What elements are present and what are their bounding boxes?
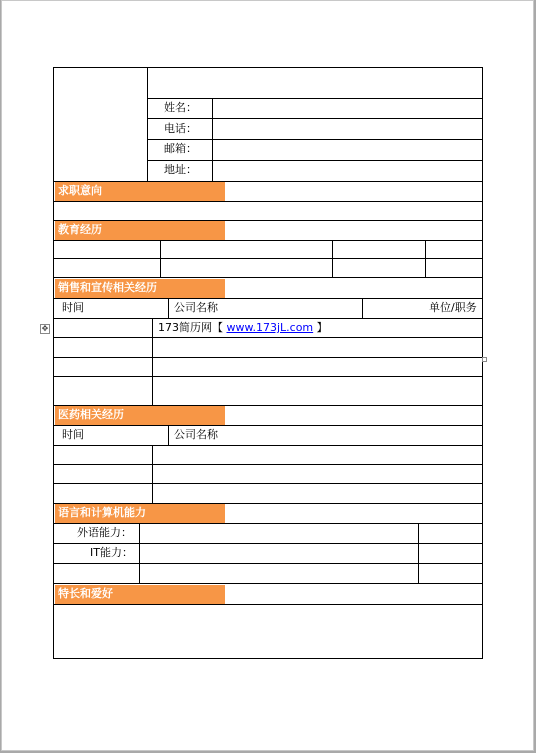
row-line (53, 445, 483, 446)
name-label: 姓名： (164, 101, 197, 114)
row-line (53, 604, 483, 605)
col-line (362, 298, 363, 318)
col-line (168, 425, 169, 445)
row-line (53, 357, 483, 358)
section-title-education: 教育经历 (58, 223, 102, 236)
section-title-sales: 销售和宣传相关经历 (58, 281, 157, 294)
col-line (152, 318, 153, 405)
row-line (53, 258, 483, 259)
address-label: 地址： (164, 163, 197, 176)
section-title-skills: 特长和爱好 (58, 587, 113, 600)
col-line (425, 240, 426, 277)
row-line (53, 483, 483, 484)
col-line (160, 240, 161, 277)
row-line (53, 376, 483, 377)
it-ability-label: IT能力： (90, 546, 133, 559)
row-line (53, 240, 483, 241)
sales-col-company: 公司名称 (174, 301, 218, 314)
row-line (53, 220, 483, 221)
row-line (53, 583, 483, 584)
header-line (147, 118, 483, 119)
header-line (147, 160, 483, 161)
header-line (147, 98, 483, 99)
foreign-language-label: 外语能力： (77, 526, 132, 539)
table-move-handle-icon[interactable]: ✥ (41, 324, 49, 333)
medical-col-time: 时间 (62, 428, 84, 441)
col-line (332, 240, 333, 277)
sales-col-time: 时间 (62, 301, 84, 314)
sales-row1-prefix: 173简历网【 (158, 321, 223, 334)
header-line (147, 139, 483, 140)
website-link[interactable]: www.173jL.com (226, 321, 314, 334)
row-line (53, 425, 483, 426)
photo-divider (147, 67, 148, 181)
col-line (168, 298, 169, 318)
row-line (53, 405, 483, 406)
row-line (53, 298, 483, 299)
table-left-border (53, 67, 54, 659)
medical-col-company: 公司名称 (174, 428, 218, 441)
row-line (53, 337, 483, 338)
table-right-border (482, 67, 483, 659)
col-line (152, 445, 153, 503)
sales-row1-suffix: 】 (316, 321, 328, 334)
table-resize-handle[interactable] (482, 357, 487, 362)
row-line (53, 277, 483, 278)
table-top-border (53, 67, 483, 68)
section-title-language: 语言和计算机能力 (58, 506, 146, 519)
phone-label: 电话： (164, 122, 197, 135)
row-line (53, 318, 483, 319)
table-bottom-border (53, 658, 483, 659)
sales-col-position: 单位/职务 (429, 301, 477, 314)
section-title-job-intention: 求职意向 (58, 184, 102, 197)
section-title-medical: 医药相关经历 (58, 408, 124, 421)
row-line (53, 181, 483, 182)
col-line (418, 523, 419, 583)
row-line (53, 464, 483, 465)
row-line (53, 201, 483, 202)
col-line (139, 523, 140, 583)
email-label: 邮箱： (164, 142, 197, 155)
sales-row1-text (158, 321, 328, 335)
row-line (53, 503, 483, 504)
